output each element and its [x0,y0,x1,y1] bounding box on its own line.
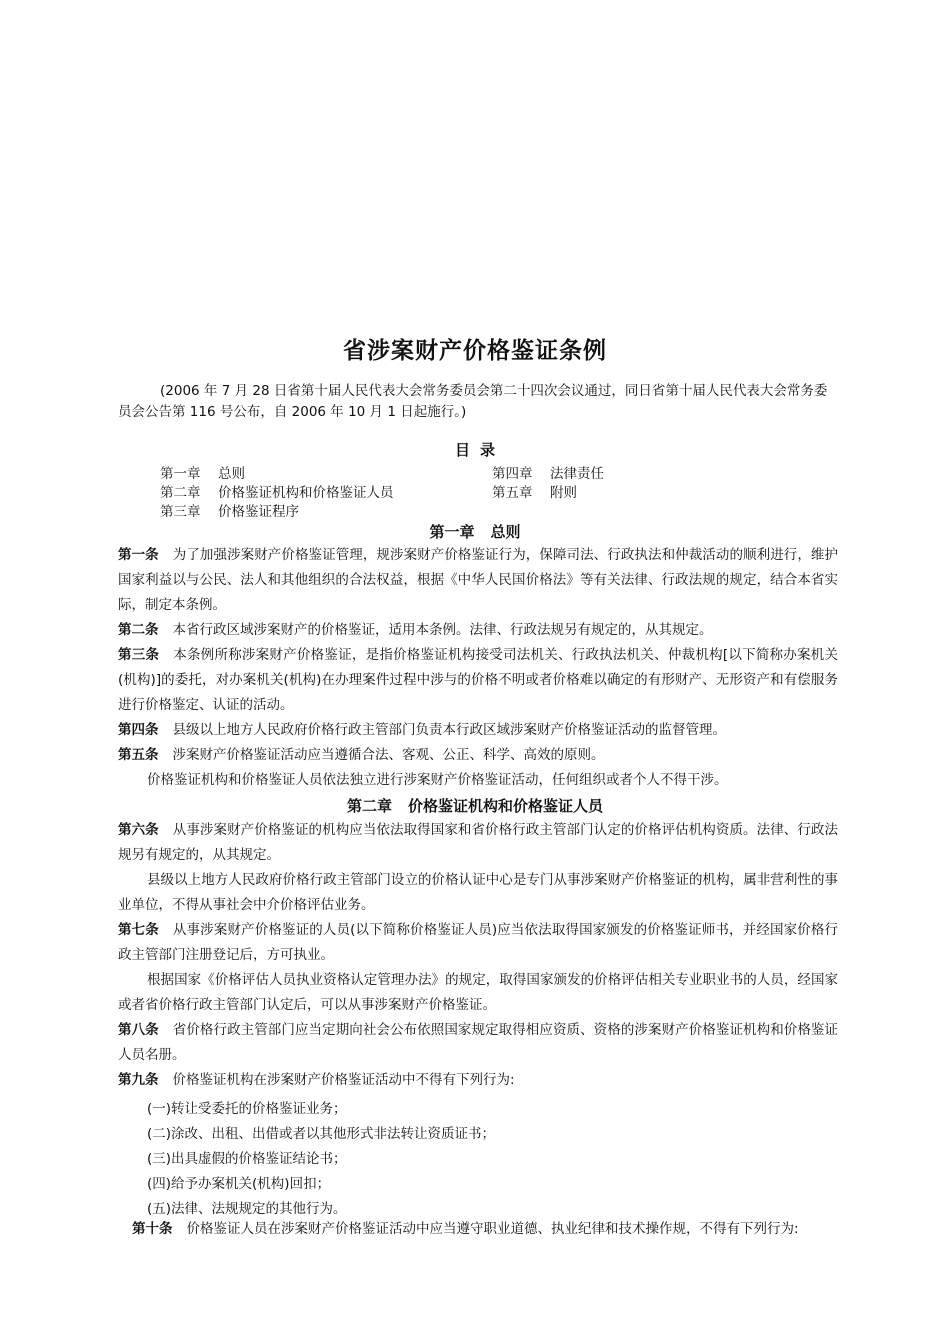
toc-heading [0,439,950,460]
toc-item [160,462,245,482]
toc-item [160,500,299,520]
chapter-number: 第一章 [429,523,475,541]
toc-item-title: 总则 [218,466,245,482]
article-1 [118,543,838,618]
article-label: 第一条 [118,547,159,563]
article-label: 第九条 [118,1072,159,1088]
article-label: 第五条 [118,747,159,763]
article-9-item: (二)涂改、出租、出借或者以其他形式非法转让资质证书； [147,1126,496,1142]
toc-item-number: 第四章 [492,466,533,482]
article-7-paragraph-2: 根据国家《价格评估人员执业资格认定管理办法》的规定，取得国家颁发的价格评估相关专业职业书的人员，经国家或者省价格行政主管部门认定后，可以从事涉案财产价格鉴证。 [118,972,838,1013]
article-text: 本省行政区域涉案财产的价格鉴证，适用本条例。法律、行政法规另有规定的，从其规定。 [172,622,713,638]
article-9-item: (五)法律、法规规定的其他行为。 [147,1201,347,1217]
chapter-number: 第二章 [346,797,392,815]
article-6-paragraph-2: 县级以上地方人民政府价格行政主管部门设立的价格认证中心是专门从事涉案财产价格鉴证的机构，属非营利性的事业单位，不得从事社会中介价格评估业务。 [118,872,838,913]
toc-item-title: 法律责任 [550,466,604,482]
toc-item-number: 第二章 [160,485,201,501]
article-3 [118,643,838,718]
document-title: 省涉案财产价格鉴证条例 [343,338,607,364]
article-text: 从事涉案财产价格鉴证的机构应当依法取得国家和省价格行政主管部门认定的价格评估机构资质。法律、行政法规另有规定的，从其规定。 [118,822,839,863]
article-text: 本条例所称涉案财产价格鉴证，是指价格鉴证机构接受司法机关、行政执法机关、仲裁机构[以下简称办案机关(机构)]的委托，对办案机关(机构)在办理案件过程中涉与的价格不明或者价格难以确定的有形财产、无形资产和有偿服务进行价格鉴定、认证的活动。 [118,647,839,713]
toc-item [492,462,604,482]
toc-heading-char: 目 [454,441,470,459]
article-text: 为了加强涉案财产价格鉴证管理，规涉案财产价格鉴证行为，保障司法、行政执法和仲裁活动的顺利进行，维护国家利益以与公民、法人和其他组织的合法权益，根据《中华人民国价格法》等有关法律、行政法规的规定，结合本省实际，制定本条例。 [118,547,839,613]
article-label: 第四条 [118,722,159,738]
article-5-paragraph-2: 价格鉴证机构和价格鉴证人员依法独立进行涉案财产价格鉴证活动，任何组织或者个人不得干涉。 [147,772,728,788]
toc-item-title: 价格鉴证机构和价格鉴证人员 [218,485,394,501]
chapter-title: 价格鉴证机构和价格鉴证人员 [408,797,604,815]
toc-item-number: 第三章 [160,504,201,520]
chapter-heading [0,521,950,542]
toc-item [492,481,577,501]
toc-item-number: 第五章 [492,485,533,501]
article-7 [118,918,838,968]
article-6 [118,818,838,868]
article-4 [118,718,838,743]
article-9-item: (四)给予办案机关(机构)回扣； [147,1176,331,1192]
toc-item-title: 附则 [550,485,577,501]
article-8 [118,1018,838,1068]
article-2 [118,618,838,643]
article-text: 县级以上地方人民政府价格行政主管部门负责本行政区域涉案财产价格鉴证活动的监督管理。 [172,722,726,738]
article-10 [132,1217,838,1242]
toc-item-number: 第一章 [160,466,201,482]
article-9-item: (一)转让受委托的价格鉴证业务； [147,1101,347,1117]
article-label: 第二条 [118,622,159,638]
article-text: 从事涉案财产价格鉴证的人员(以下简称价格鉴证人员)应当依法取得国家颁发的价格鉴证师书，并经国家价格行政主管部门注册登记后，方可执业。 [118,922,838,963]
chapter-title: 总则 [490,523,521,541]
article-label: 第八条 [118,1022,159,1038]
article-text: 省价格行政主管部门应当定期向社会公布依照国家规定取得相应资质、资格的涉案财产价格鉴证机构和价格鉴证人员名册。 [118,1022,839,1063]
toc-item-title: 价格鉴证程序 [218,504,299,520]
article-9-item: (三)出具虚假的价格鉴证结论书； [147,1151,347,1167]
article-text: 价格鉴证机构在涉案财产价格鉴证活动中不得有下列行为: [172,1072,515,1088]
article-text: 价格鉴证人员在涉案财产价格鉴证活动中应当遵守职业道德、执业纪律和技术操作规，不得有下列行为: [186,1221,799,1237]
article-label: 第十条 [132,1221,173,1237]
article-9 [118,1068,838,1093]
toc-heading-char: 录 [480,441,496,459]
article-label: 第七条 [118,922,159,938]
toc-item [160,481,394,501]
article-5 [118,743,838,768]
article-text: 涉案财产价格鉴证活动应当遵循合法、客观、公正、科学、高效的原则。 [172,747,605,763]
adoption-note: (2006 年 7 月 28 日省第十届人民代表大会常务委员会第二十四次会议通过，同日省第十届人民代表大会常务委员会公告第 116 号公布，自 2006 年 10 月 1 日起施行。) [118,383,828,420]
article-label: 第六条 [118,822,159,838]
chapter-heading [0,795,950,816]
article-label: 第三条 [118,647,160,663]
